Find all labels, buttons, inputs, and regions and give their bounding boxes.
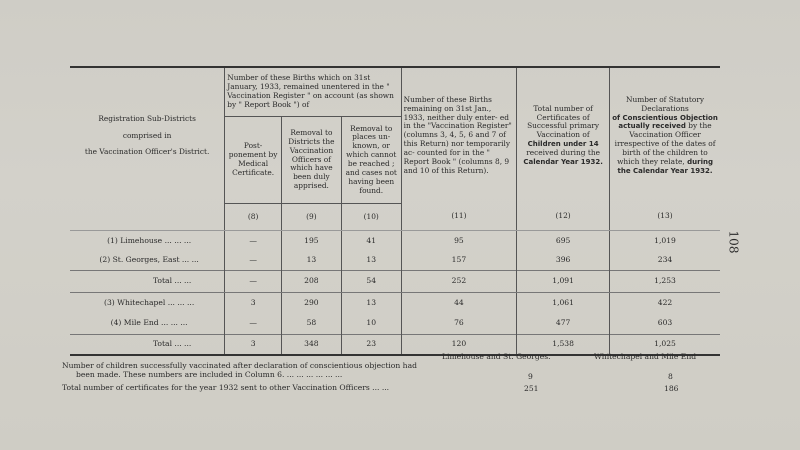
removal-unknown-header: Removal to places un- known, or which cannot be reached ; and cases not having been found. [341, 117, 401, 204]
cell: 44 [401, 292, 517, 312]
cell: — [225, 312, 282, 334]
certificates-header: Total number of Certificates of Successful primary Vaccination of Children under 14 received during the Calendar Year 1932. [517, 67, 610, 204]
cell: 477 [517, 312, 610, 334]
note-line: been made. These numbers are included in Column 6. ... ... ... ... ... ... [76, 370, 343, 379]
districts-header: Registration Sub-Districts comprised in the Vaccination Officer's District. [70, 67, 225, 204]
column-number: (10) [341, 204, 401, 231]
table-row [70, 292, 720, 312]
district-label: (1) Limehouse ... ... ... [70, 231, 225, 251]
cell: 195 [281, 231, 341, 251]
cell: 41 [341, 231, 401, 251]
cell: 1,538 [517, 334, 610, 355]
vaccination-table [70, 66, 720, 356]
cell: 252 [401, 270, 517, 292]
cell: 120 [401, 334, 517, 355]
district-label: (2) St. Georges, East ... ... [70, 251, 225, 271]
column-number: (11) [401, 204, 517, 231]
cell: — [225, 270, 282, 292]
cell: 10 [341, 312, 401, 334]
notes-col-a-head: Limehouse and St. Georges. [442, 352, 551, 361]
cell: 1,019 [610, 231, 720, 251]
cell: 396 [517, 251, 610, 271]
page-number: 108 [726, 230, 741, 254]
cell: 23 [341, 334, 401, 355]
column-number: (8) [225, 204, 282, 231]
cell: 348 [281, 334, 341, 355]
column-number: (12) [517, 204, 610, 231]
cell: 95 [401, 231, 517, 251]
cell: 58 [281, 312, 341, 334]
total-label: Total ... ... [70, 334, 225, 355]
cell: 54 [341, 270, 401, 292]
column-number-row [70, 204, 720, 231]
unentered-header: Number of these Births which on 31st January, 1933, remained unentered in the " Vaccination Register " on account (as shown by " Report Book ") of [225, 67, 401, 117]
cell: — [225, 231, 282, 251]
note-line: Total number of certificates for the year 1932 sent to other Vaccination Officers ... ... [62, 383, 390, 392]
note-line: Number of children successfully vaccinated after declaration of conscientious objection had [62, 361, 417, 370]
cell: 13 [281, 251, 341, 271]
table-row [70, 312, 720, 334]
cell: 234 [610, 251, 720, 271]
district-label: (4) Mile End ... ... ... [70, 312, 225, 334]
column-number: (9) [281, 204, 341, 231]
postponement-header: Post- ponement by Medical Certificate. [225, 117, 282, 204]
note-value: 8 [668, 372, 673, 381]
cell: 76 [401, 312, 517, 334]
cell: 13 [341, 251, 401, 271]
removal-known-header: Removal to Districts the Vaccination Officers of which have been duly apprised. [281, 117, 341, 204]
total-label: Total ... ... [70, 270, 225, 292]
cell: 3 [225, 292, 282, 312]
cell: — [225, 251, 282, 271]
note-value: 186 [664, 384, 679, 393]
cell: 422 [610, 292, 720, 312]
cell: 208 [281, 270, 341, 292]
remaining-header: Number of these Births remaining on 31st Jan., 1933, neither duly enter- ed in the "Vaccination Register" (columns 3, 4, 5, 6 and 7 of this Return) nor temporarily ac- counted for in the " Report Book " (columns 8, 9 and 10 of this Return). [401, 67, 517, 204]
cell: 3 [225, 334, 282, 355]
note-value: 251 [524, 384, 539, 393]
table-row [70, 231, 720, 251]
district-label: (3) Whitechapel ... ... ... [70, 292, 225, 312]
cell: 603 [610, 312, 720, 334]
cell: 13 [341, 292, 401, 312]
cell: 1,253 [610, 270, 720, 292]
declarations-header: Number of Statutory Declarations of Conscientious Objection actually received by the Vaccination Officer irrespective of the dates of birth of the children to which they relate, during the Calendar Year 1932. [610, 67, 720, 204]
cell: 695 [517, 231, 610, 251]
cell: 290 [281, 292, 341, 312]
cell: 1,091 [517, 270, 610, 292]
note-value: 9 [528, 372, 533, 381]
total-row [70, 270, 720, 292]
notes-col-b-head: Whitechapel and Mile End [594, 352, 697, 361]
column-number: (13) [610, 204, 720, 231]
table-row [70, 251, 720, 271]
cell: 1,025 [610, 334, 720, 355]
cell: 1,061 [517, 292, 610, 312]
cell: 157 [401, 251, 517, 271]
